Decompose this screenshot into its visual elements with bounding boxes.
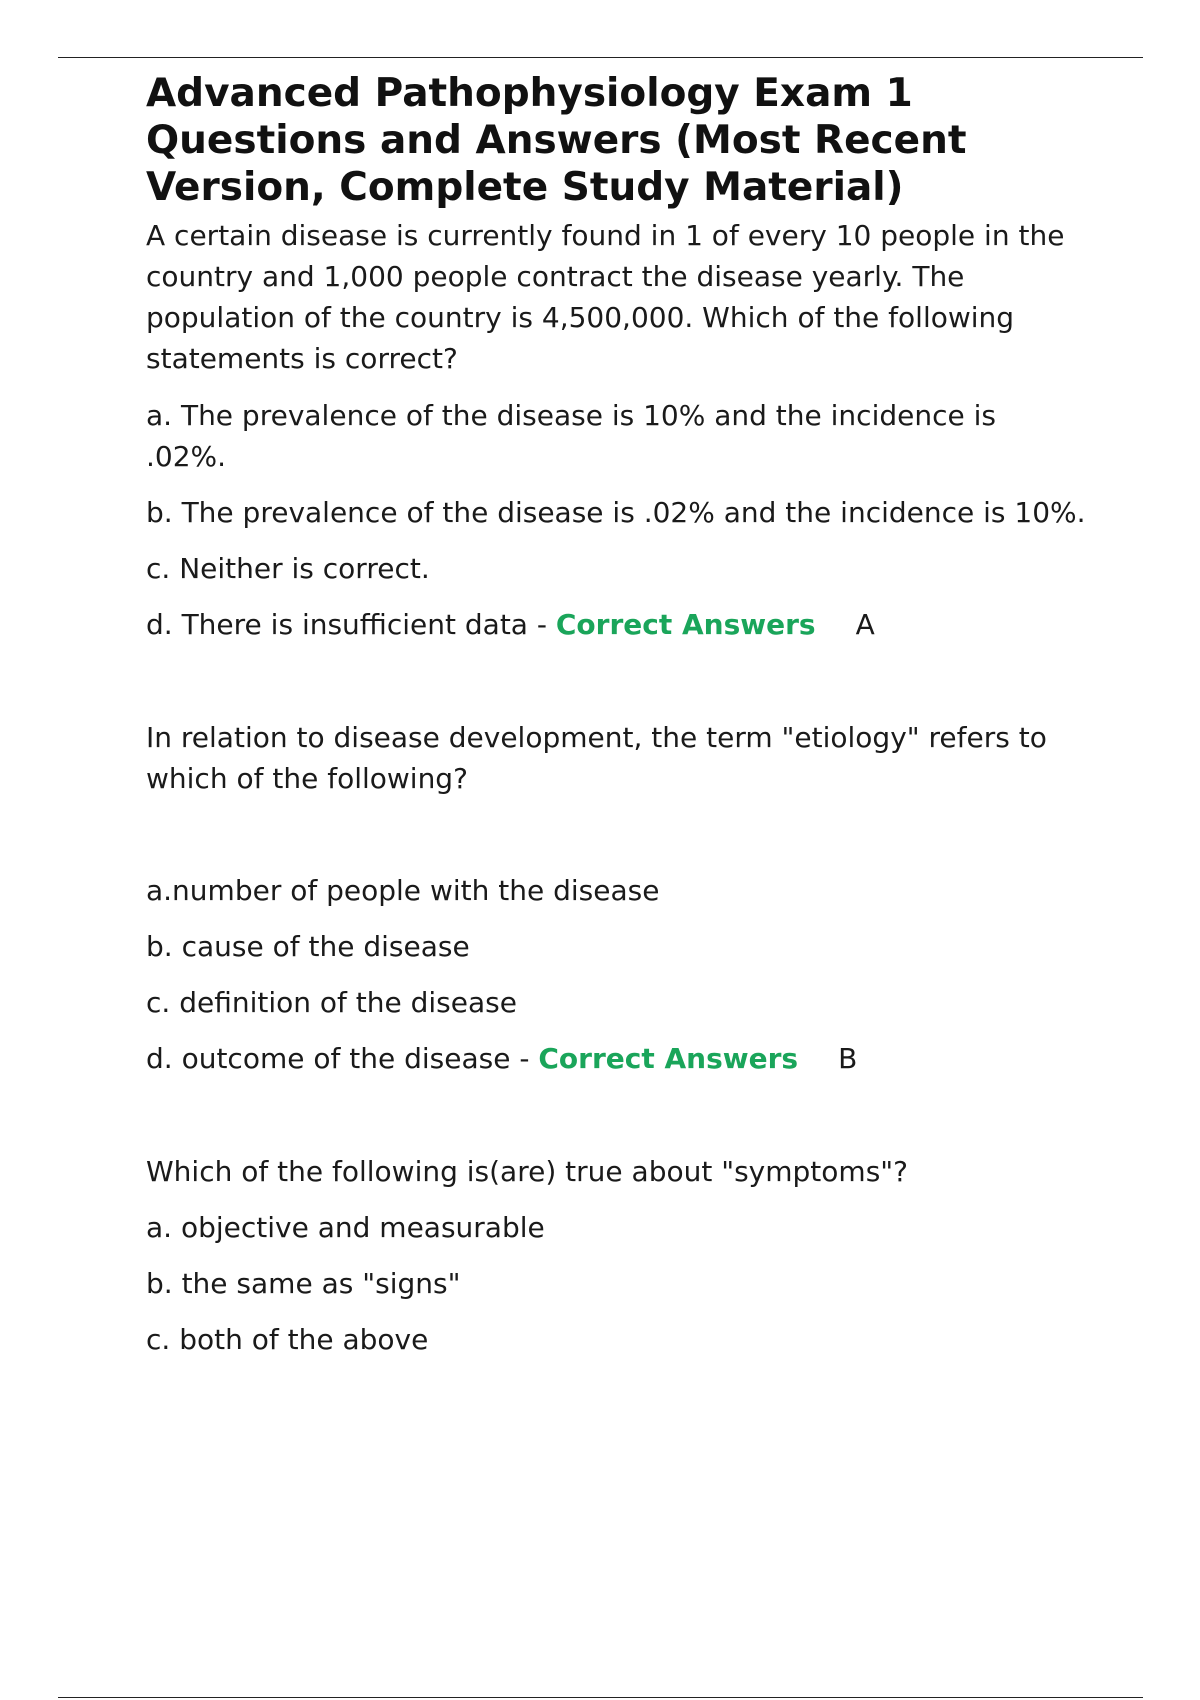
question-1-option-d bbox=[146, 604, 1106, 645]
question-2-option-d bbox=[146, 1038, 1106, 1079]
question-3-option-c: c. both of the above bbox=[146, 1323, 429, 1356]
question-2-stem: In relation to disease development, the term "etiology" refers to which of the following? bbox=[146, 721, 1047, 795]
question-2-option-a: a.number of people with the disease bbox=[146, 874, 660, 907]
question-1-option-b: b. The prevalence of the disease is .02% and the incidence is 10%. bbox=[146, 496, 1086, 529]
question-2-option-b: b. cause of the disease bbox=[146, 930, 470, 963]
document-body bbox=[146, 70, 1106, 1360]
question-2-option-d-text: d. outcome of the disease - bbox=[146, 1042, 539, 1075]
correct-answers-label: Correct Answers bbox=[538, 1042, 799, 1075]
question-3-option-b: b. the same as "signs" bbox=[146, 1267, 461, 1300]
question-2-option-c: c. definition of the disease bbox=[146, 986, 517, 1019]
correct-answers-label: Correct Answers bbox=[555, 608, 816, 641]
correct-answer-letter: B bbox=[838, 1042, 858, 1075]
question-1-option-d-text: d. There is insufficient data - bbox=[146, 608, 556, 641]
question-3-stem: Which of the following is(are) true about "symptoms"? bbox=[146, 1155, 909, 1188]
question-1-option-c: c. Neither is correct. bbox=[146, 552, 430, 585]
question-1-option-a: a. The prevalence of the disease is 10% and the incidence is .02%. bbox=[146, 399, 996, 473]
question-1-stem: A certain disease is currently found in 1 of every 10 people in the country and 1,000 people contract the disease yearly. The population of the country is 4,500,000. Which of the following statements is correct? bbox=[146, 219, 1065, 375]
correct-answer-letter: A bbox=[855, 608, 875, 641]
document-title: Advanced Pathophysiology Exam 1 Questions and Answers (Most Recent Version, Complete Study Material) bbox=[146, 71, 967, 210]
question-3-option-a: a. objective and measurable bbox=[146, 1211, 545, 1244]
bottom-rule bbox=[58, 1697, 1143, 1698]
top-rule bbox=[58, 57, 1143, 58]
